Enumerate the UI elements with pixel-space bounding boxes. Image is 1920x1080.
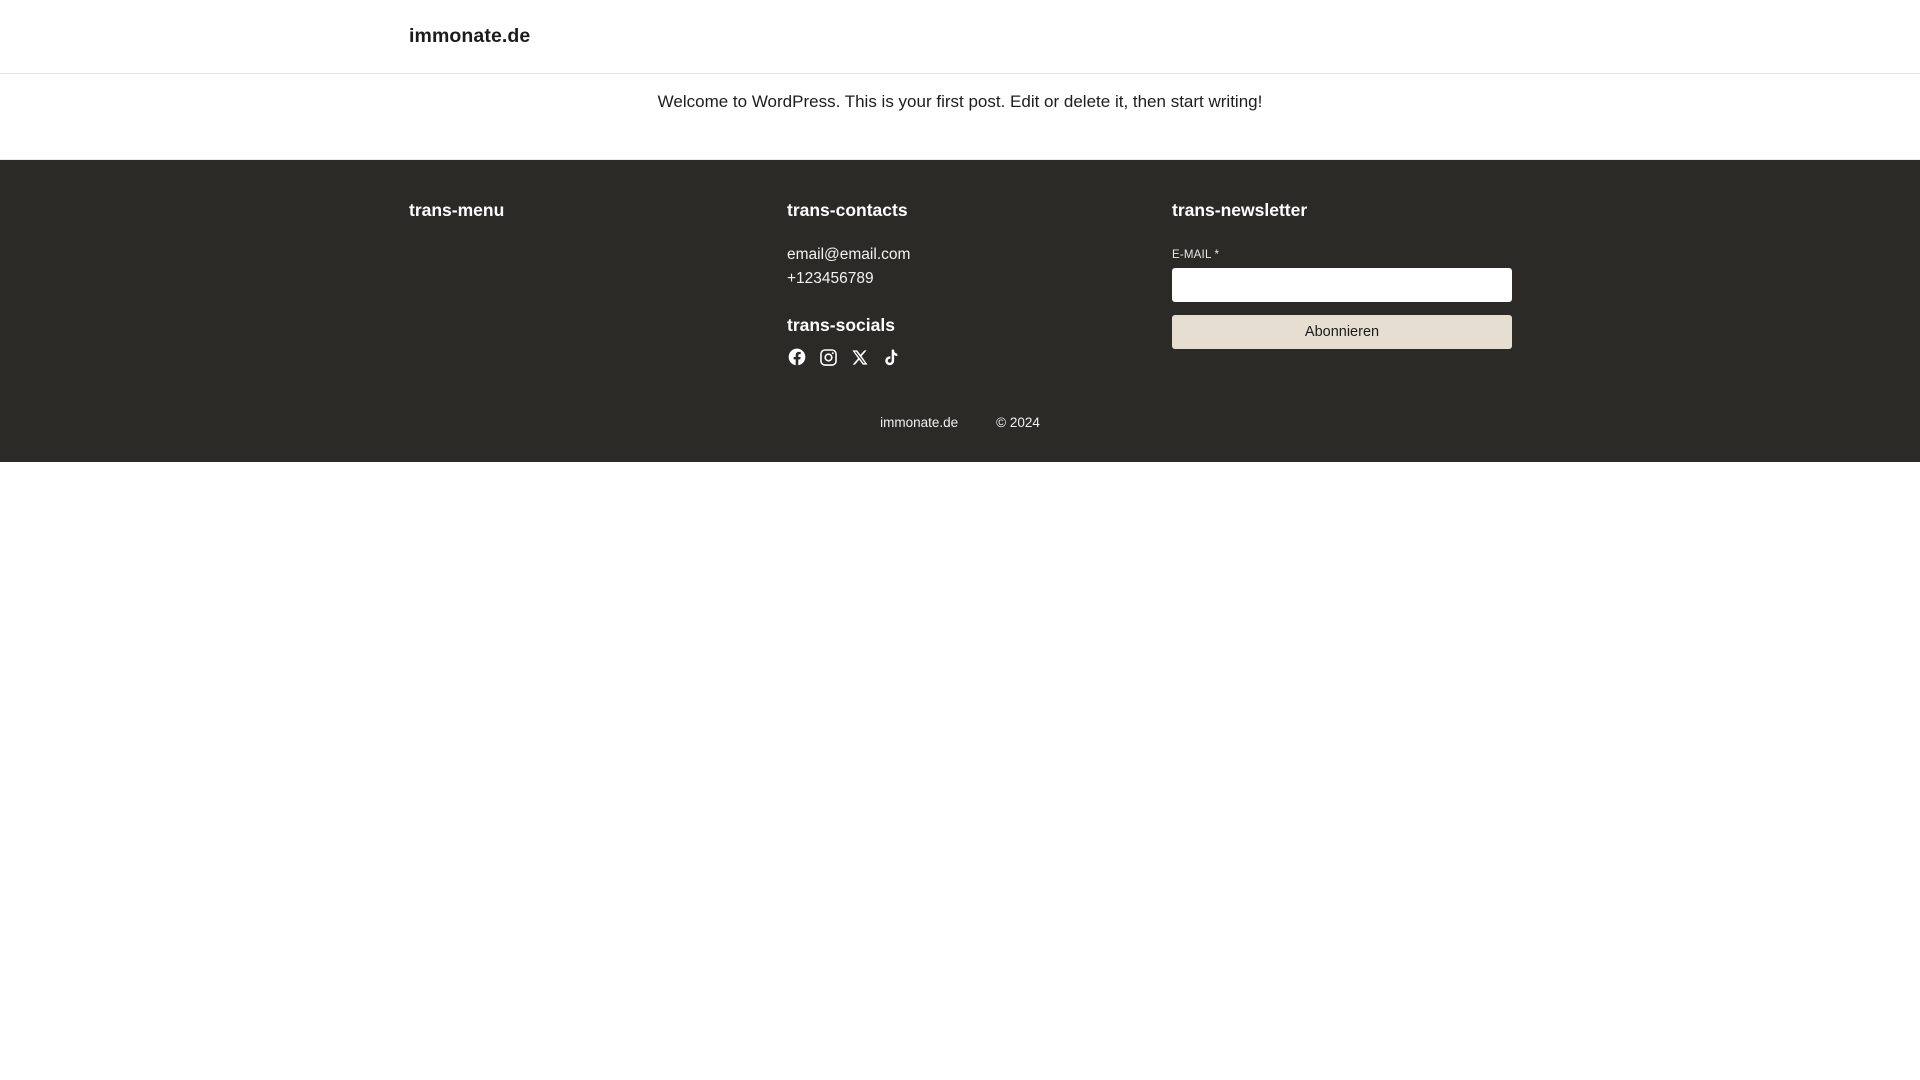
site-title-link[interactable]: immonate.de <box>409 25 531 47</box>
footer-menu-heading: trans-menu <box>409 200 505 221</box>
x-icon[interactable] <box>849 347 869 367</box>
newsletter-email-input[interactable] <box>1172 268 1512 302</box>
footer-column-contacts <box>787 198 1172 367</box>
footer-column-menu <box>409 198 787 367</box>
newsletter-subscribe-button[interactable]: Abonnieren <box>1172 315 1512 349</box>
main-content <box>0 74 1920 160</box>
social-links-row <box>787 347 1172 367</box>
footer-columns <box>0 198 1920 367</box>
footer-contacts-heading: trans-contacts <box>787 200 908 221</box>
footer-socials-heading: trans-socials <box>787 314 895 335</box>
contact-email-link[interactable]: email@email.com <box>787 245 911 263</box>
post-excerpt: Welcome to WordPress. This is your first post. Edit or delete it, then start writing! <box>657 92 1263 111</box>
tiktok-icon[interactable] <box>880 347 900 367</box>
newsletter-email-label: E-MAIL * <box>1172 248 1220 261</box>
facebook-icon[interactable] <box>787 347 807 367</box>
footer-column-newsletter <box>1172 198 1512 367</box>
contact-phone-link[interactable]: +123456789 <box>787 269 874 287</box>
footer-newsletter-heading: trans-newsletter <box>1172 200 1308 221</box>
site-footer <box>0 160 1920 462</box>
footer-site-name-link[interactable]: immonate.de <box>880 415 959 431</box>
site-header <box>0 0 1920 74</box>
footer-bottom <box>0 415 1920 430</box>
footer-copyright: © 2024 <box>996 415 1040 431</box>
instagram-icon[interactable] <box>818 347 838 367</box>
